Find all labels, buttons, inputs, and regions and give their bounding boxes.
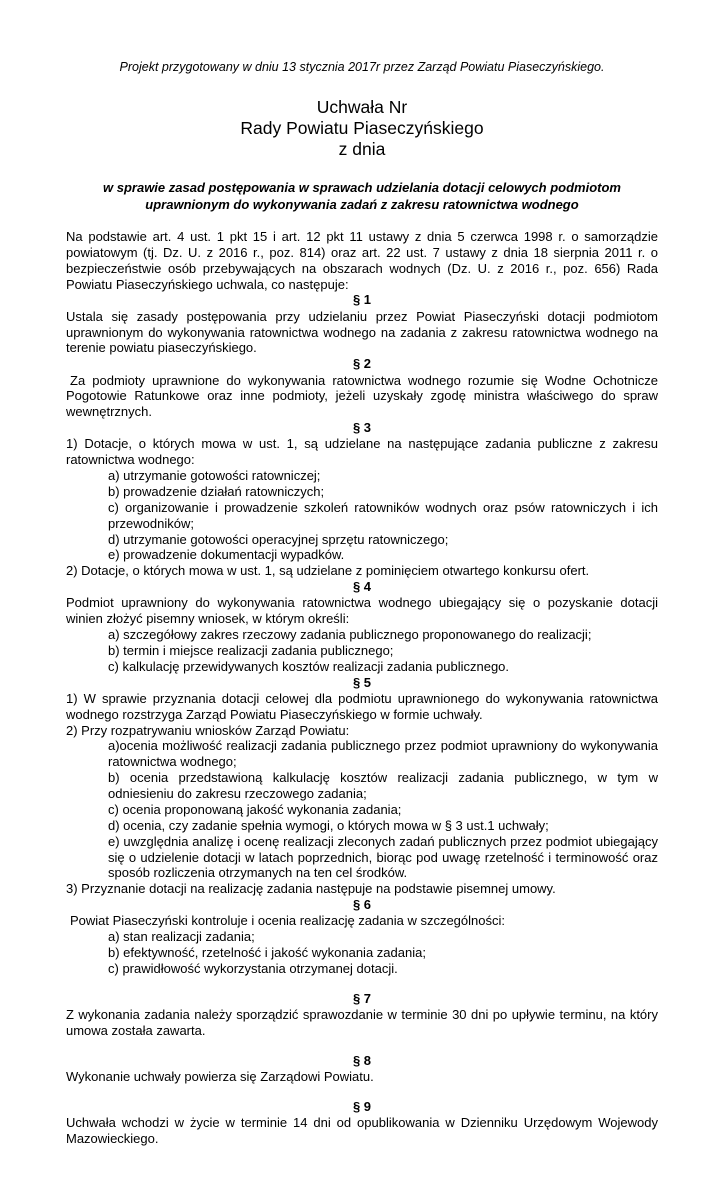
section-1: [66, 292, 658, 356]
section-7: [66, 991, 658, 1039]
section-6: [66, 897, 658, 977]
section-mark: § 7: [352, 990, 372, 1006]
list-item: c) organizowanie i prowadzenie szkoleń ratowników wodnych oraz psów ratowniczych i ich przewodników;: [108, 499, 658, 531]
paragraph: Z wykonania zadania należy sporządzić sprawozdanie w terminie 30 dni po upływie terminu, na który umowa została zawarta.: [66, 1007, 658, 1038]
section-9: [66, 1099, 658, 1147]
list-item: b) termin i miejsce realizacji zadania publicznego;: [108, 642, 394, 658]
list-item: a) szczegółowy zakres rzeczowy zadania publicznego proponowanego do realizacji;: [108, 627, 592, 643]
list-item: e) uwzględnia analizę i ocenę realizacji zleconych zadań publicznych przez podmiot ubiegający się o udzielenie dotacji w latach poprzednich, biorąc pod uwagę rzetelność i terminowość oraz sposób rozliczenia otrzymanych na ten cel środków.: [108, 833, 658, 881]
list-item: e) prowadzenie dokumentacji wypadków.: [108, 547, 345, 563]
section-mark: § 5: [352, 674, 372, 690]
list-item: a) stan realizacji zadania;: [108, 929, 255, 945]
list-item: d) ocenia, czy zadanie spełnia wymogi, o których mowa w § 3 ust.1 uchwały;: [108, 817, 549, 833]
title-line: Rady Powiatu Piaseczyńskiego: [240, 118, 484, 139]
document-title: [66, 97, 658, 160]
paragraph: 1) W sprawie przyznania dotacji celowej dla podmiotu uprawnionego do wykonywania ratownictwa wodnego rozstrzyga Zarząd Powiatu Piaseczyńskiego w formie uchwały.: [66, 690, 658, 722]
section-8: [66, 1053, 658, 1085]
section-mark: § 8: [352, 1052, 372, 1068]
list-item: b) efektywność, rzetelność i jakość wykonania zadania;: [108, 945, 426, 961]
section-3: [66, 420, 658, 579]
paragraph: 2) Przy rozpatrywaniu wniosków Zarząd Powiatu:: [66, 722, 350, 738]
paragraph: Podmiot uprawniony do wykonywania ratownictwa wodnego ubiegający się o pozyskanie dotacji winien złożyć pisemny wniosek, w którym określi:: [66, 595, 658, 627]
section-5: [66, 675, 658, 897]
document-subject: w sprawie zasad postępowania w sprawach udzielania dotacji celowych podmiotom uprawnionym do wykonywania zadań z zakresu ratownictwa wodnego: [103, 180, 621, 213]
section-4: [66, 579, 658, 675]
paragraph: 2) Dotacje, o których mowa w ust. 1, są udzielane z pominięciem otwartego konkursu ofert.: [66, 563, 590, 579]
list-item: a)ocenia możliwość realizacji zadania publicznego przez podmiot uprawniony do wykonywania ratownictwa wodnego;: [108, 738, 658, 770]
title-line: Uchwała Nr: [316, 97, 408, 118]
section-mark: § 2: [352, 356, 372, 372]
list-item: d) utrzymanie gotowości operacyjnej sprzętu ratowniczego;: [108, 531, 449, 547]
list-item: c) ocenia proponowaną jakość wykonania zadania;: [108, 801, 402, 817]
section-mark: § 3: [352, 420, 372, 436]
section-mark: § 4: [352, 579, 372, 595]
paragraph: Za podmioty uprawnione do wykonywania ratownictwa wodnego rozumie się Wodne Ochotnicze Pogotowie Ratunkowe oraz inne podmioty, jeżeli uzyskały zgodę ministra właściwego do spraw wewnętrznych.: [66, 372, 658, 420]
list-item: a) utrzymanie gotowości ratowniczej;: [108, 468, 321, 484]
paragraph: Powiat Piaseczyński kontroluje i ocenia realizację zadania w szczególności:: [70, 913, 505, 929]
paragraph: Wykonanie uchwały powierza się Zarządowi Powiatu.: [66, 1068, 374, 1084]
section-mark: § 6: [352, 897, 372, 913]
section-2: [66, 356, 658, 420]
paragraph: Uchwała wchodzi w życie w terminie 14 dni od opublikowania w Dzienniku Urzędowym Wojewody Mazowieckiego.: [66, 1115, 658, 1146]
title-line: z dnia: [338, 139, 386, 160]
list-item: c) kalkulację przewidywanych kosztów realizacji zadania publicznego.: [108, 658, 510, 674]
paragraph: 1) Dotacje, o których mowa w ust. 1, są udzielane na następujące zadania publiczne z zakresu ratownictwa wodnego:: [66, 436, 658, 468]
preamble: Na podstawie art. 4 ust. 1 pkt 15 i art. 12 pkt 11 ustawy z dnia 5 czerwca 1998 r. o samorządzie powiatowym (tj. Dz. U. z 2016 r., poz. 814) oraz art. 22 ust. 7 ustawy z dnia 18 sierpnia 2011 r. o bezpieczeństwie osób przebywających na obszarach wodnych (Dz. U. z 2016 r., poz. 656) Rada Powiatu Piaseczyńskiego uchwala, co następuje:: [66, 229, 658, 292]
paragraph: Ustala się zasady postępowania przy udzielaniu przez Powiat Piaseczyński dotacji podmiotom uprawnionym do wykonywania ratownictwa wodnego na zadania z zakresu ratownictwa wodnego na terenie powiatu piaseczyńskiego.: [66, 308, 658, 356]
list-item: b) ocenia przedstawioną kalkulację kosztów realizacji zadania publicznego, w tym w odniesieniu do zakresu rzeczowego zadania;: [108, 770, 658, 802]
paragraph: 3) Przyznanie dotacji na realizację zadania następuje na podstawie pisemnej umowy.: [66, 881, 556, 897]
section-mark: § 1: [352, 292, 372, 308]
section-mark: § 9: [352, 1098, 372, 1114]
project-note: Projekt przygotowany w dniu 13 stycznia 2017r przez Zarząd Powiatu Piaseczyńskiego.: [119, 60, 605, 74]
list-item: b) prowadzenie działań ratowniczych;: [108, 483, 325, 499]
list-item: c) prawidłowość wykorzystania otrzymanej dotacji.: [108, 960, 398, 976]
